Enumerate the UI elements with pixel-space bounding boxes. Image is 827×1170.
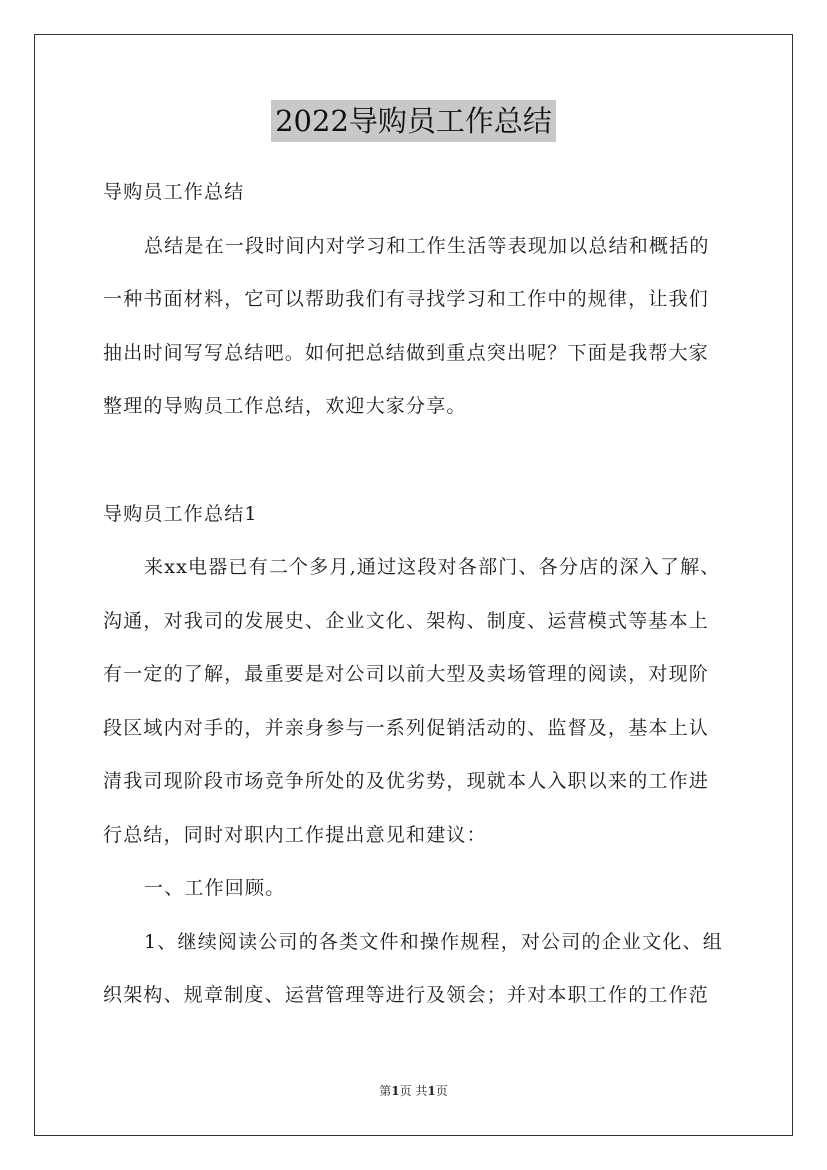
footer-prefix: 第 xyxy=(379,1084,392,1098)
spacer xyxy=(103,434,725,488)
intro-line: 抽出时间写写总结吧。如何把总结做到重点突出呢？下面是我帮大家 xyxy=(103,341,710,364)
page-footer xyxy=(0,1082,827,1099)
item-line: 织架构、规章制度、运营管理等进行及领会；并对本职工作的工作范 xyxy=(103,984,710,1006)
document-body xyxy=(103,166,725,1023)
sub-heading: 导购员工作总结1 xyxy=(103,502,258,525)
footer-suffix: 页 xyxy=(435,1084,448,1098)
intro-line: 总结是在一段时间内对学习和工作生活等表现加以总结和概括的 xyxy=(144,234,710,257)
document-title: 2022导购员工作总结 xyxy=(271,100,556,142)
section-heading: 导购员工作总结 xyxy=(103,181,245,203)
body-line: 沟通，对我司的发展史、企业文化、架构、制度、运营模式等基本上 xyxy=(103,609,710,632)
body-line: 行总结，同时对职内工作提出意见和建议： xyxy=(103,823,487,846)
body-line: 段区域内对手的，并亲身参与一系列促销活动的、监督及，基本上认 xyxy=(103,716,710,739)
body-line: 有一定的了解，最重要是对公司以前大型及卖场管理的阅读，对现阶 xyxy=(103,663,710,685)
review-heading: 一、工作回顾。 xyxy=(144,877,286,899)
intro-line: 整理的导购员工作总结，欢迎大家分享。 xyxy=(103,395,467,417)
footer-current-page: 1 xyxy=(391,1084,400,1098)
intro-line: 一种书面材料，它可以帮助我们有寻找学习和工作中的规律，让我们 xyxy=(103,288,710,310)
body-line: 清我司现阶段市场竞争所处的及优劣势，现就本人入职以来的工作进 xyxy=(103,770,710,792)
body-line: 来xx电器已有二个多月,通过这段对各部门、各分店的深入了解、 xyxy=(144,556,721,578)
title-container xyxy=(0,100,827,142)
footer-mid: 页 共 xyxy=(399,1084,428,1098)
footer-total-pages: 1 xyxy=(427,1084,436,1098)
item-line: 1、继续阅读公司的各类文件和操作规程，对公司的企业文化、组 xyxy=(144,930,723,953)
